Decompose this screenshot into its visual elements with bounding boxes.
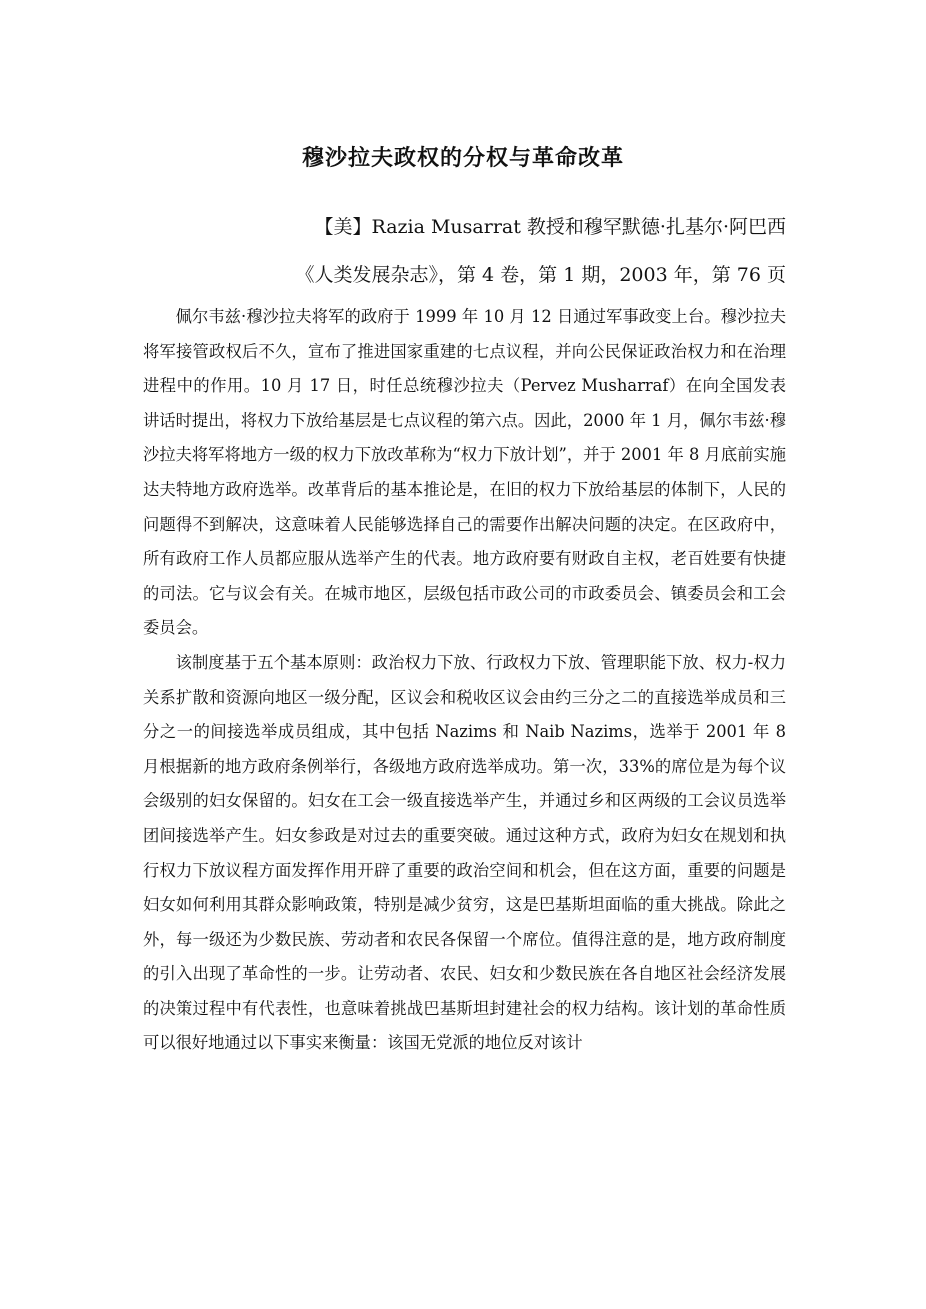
- author-line: 【美】Razia Musarrat 教授和穆罕默德·扎基尔·阿巴西: [314, 216, 786, 238]
- paragraph: 佩尔韦兹·穆沙拉夫将军的政府于 1999 年 10 月 12 日通过军事政变上台。穆沙拉夫将军接管政权后不久，宣布了推进国家重建的七点议程，并向公民保证政治权力和在治理进程中的作用。10 月 17 日，时任总统穆沙拉夫（Pervez Musharraf）在向全国发表讲话时提出，将权力下放给基层是七点议程的第六点。因此，2000 年 1 月，佩尔韦兹·穆沙拉夫将军将地方一级的权力下放改革称为“权力下放计划”，并于 2001 年 8 月底前实施达夫特地方政府选举。改革背后的基本推论是，在旧的权力下放给基层的体制下，人民的问题得不到解决，这意味着人民能够选择自己的需要作出解决问题的决定。在区政府中，所有政府工作人员都应服从选举产生的代表。地方政府要有财政自主权，老百姓要有快捷的司法。它与议会有关。在城市地区，层级包括市政公司的市政委员会、镇委员会和工会委员会。: [143, 307, 786, 638]
- article-body: [143, 300, 786, 1061]
- source-line: 《人类发展杂志》，第 4 卷，第 1 期，2003 年，第 76 页: [295, 264, 786, 286]
- document-title: 穆沙拉夫政权的分权与革命改革: [301, 146, 624, 171]
- paragraph: 该制度基于五个基本原则：政治权力下放、行政权力下放、管理职能下放、权力-权力关系扩散和资源向地区一级分配，区议会和税收区议会由约三分之二的直接选举成员和三分之一的间接选举成员组成，其中包括 Nazims 和 Naib Nazims，选举于 2001 年 8 月根据新的地方政府条例举行，各级地方政府选举成功。第一次，33%的席位是为每个议会级别的妇女保留的。妇女在工会一级直接选举产生，并通过乡和区两级的工会议员选举团间接选举产生。妇女参政是对过去的重要突破。通过这种方式，政府为妇女在规划和执行权力下放议程方面发挥作用开辟了重要的政治空间和机会，但在这方面，重要的问题是妇女如何利用其群众影响政策，特别是减少贫穷，这是巴基斯坦面临的重大挑战。除此之外，每一级还为少数民族、劳动者和农民各保留一个席位。值得注意的是，地方政府制度的引入出现了革命性的一步。让劳动者、农民、妇女和少数民族在各自地区社会经济发展的决策过程中有代表性，也意味着挑战巴基斯坦封建社会的权力结构。该计划的革命性质可以很好地通过以下事实来衡量：该国无党派的地位反对该计: [143, 652, 786, 1053]
